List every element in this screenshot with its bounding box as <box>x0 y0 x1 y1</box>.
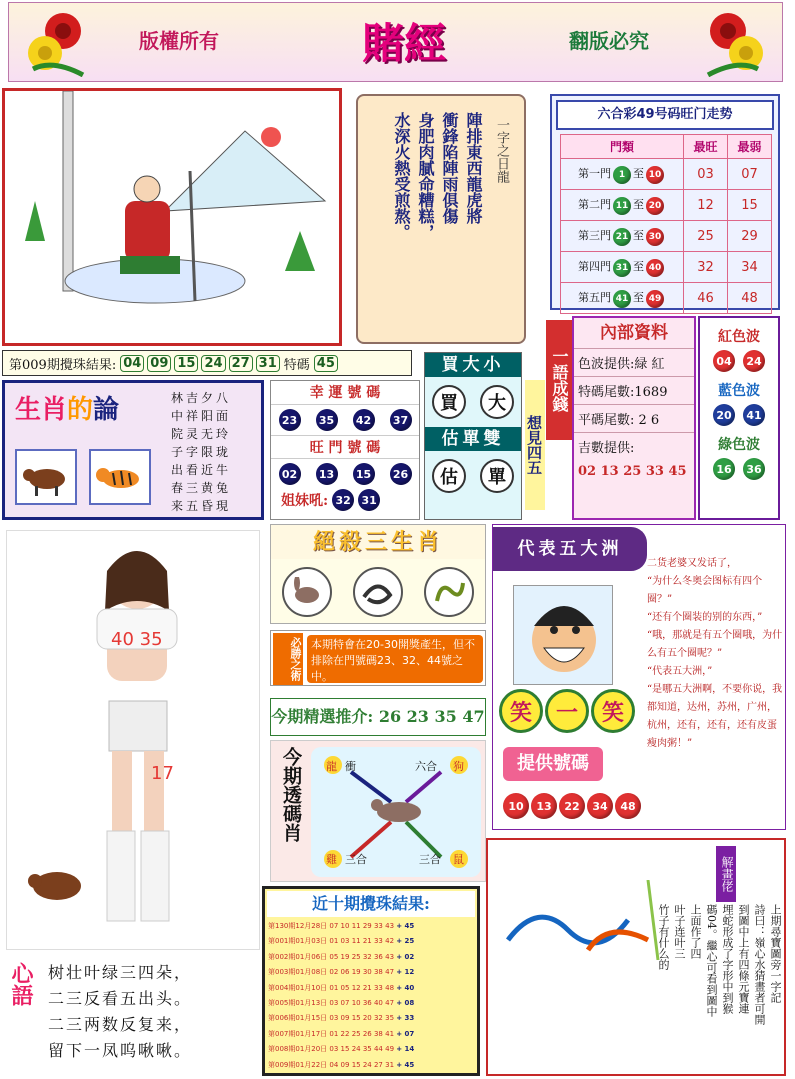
riddle-column: 碼04。繼心可看到圖中 <box>705 904 718 1017</box>
recent-period: 第003期01月08日 <box>268 968 330 977</box>
recent-row <box>268 965 474 980</box>
ox-image <box>15 449 77 505</box>
recent-special: + 02 <box>396 952 415 961</box>
result-number: 27 <box>229 355 253 372</box>
recent-period: 第002期01月06日 <box>268 952 330 961</box>
zone-to: 至 <box>633 166 644 180</box>
recent-number: 25 <box>351 952 363 961</box>
zone-cold: 15 <box>728 190 772 221</box>
recent-row <box>268 996 474 1011</box>
zone-end-ball: 20 <box>646 197 664 215</box>
blue-ball: 41 <box>743 404 765 426</box>
poem-col-3: 身肥肉膩命糟糕， <box>416 112 435 240</box>
zone-to: 至 <box>633 228 644 242</box>
recent-number: 27 <box>373 1060 386 1069</box>
laugh-badge-2: 一 <box>545 689 589 733</box>
zodiac-title-a: 生肖 <box>15 395 68 425</box>
recent-results-panel <box>262 886 480 1076</box>
recent-number: 33 <box>373 937 386 946</box>
zone-row <box>561 252 772 283</box>
zone-table-title: 六合彩49号码旺门走势 <box>556 100 774 130</box>
provide-ball: 13 <box>531 793 557 819</box>
laugh-badge-3: 笑 <box>591 689 635 733</box>
recent-number: 15 <box>340 1045 352 1054</box>
recent-number: 01 <box>329 937 341 946</box>
hot-ball: 26 <box>390 463 412 485</box>
recent-period: 第009期01月22日 <box>268 1060 330 1069</box>
result-number: 09 <box>147 355 171 372</box>
hope-vertical: 想見四五 <box>525 380 545 510</box>
zodiac-panel <box>2 380 264 520</box>
rose-right-icon <box>698 9 768 77</box>
zone-cold: 48 <box>728 283 772 314</box>
recent-number: 33 <box>373 983 386 992</box>
zodiac-title <box>15 389 119 426</box>
kill-zodiac-panel <box>270 524 486 624</box>
recent-number: 38 <box>373 1029 386 1038</box>
riddle-column: 竹子有什么的 <box>657 904 670 970</box>
zone-label-cell <box>561 283 684 314</box>
recent-number: 36 <box>362 999 374 1008</box>
recent-number: 25 <box>351 1029 363 1038</box>
br2-label: 鼠 <box>453 853 464 866</box>
zone-to: 至 <box>633 259 644 273</box>
model-photo <box>6 530 260 950</box>
story-paragraph: “是哪五大洲啊，不要你说，我都知道，达州，苏州，广州，杭州，还有，还有，还有皮蛋瘦肉粥！” <box>647 684 783 749</box>
result-number: 31 <box>256 355 280 372</box>
recent-number: 11 <box>351 937 363 946</box>
recent-row <box>268 1027 474 1042</box>
recent-number: 05 <box>340 983 352 992</box>
recent-period: 第007期01月17日 <box>268 1029 330 1038</box>
recent-number: 20 <box>362 1014 374 1023</box>
zodiac-grid-line: 春三黄兔 <box>171 481 232 495</box>
recent-number: 42 <box>385 937 397 946</box>
zodiac-grid-line: 出看近牛 <box>171 463 232 477</box>
inner-line-1: 色波提供:緑 紅 <box>574 348 694 376</box>
zone-hot: 12 <box>684 190 728 221</box>
recent-number: 03 <box>329 1014 341 1023</box>
provide-numbers-balls <box>503 793 641 819</box>
green-ball: 36 <box>743 458 765 480</box>
hot-title: 旺 門 號 碼 <box>271 435 419 459</box>
riddle-column: 到圖中上有四條元寶連 <box>737 904 750 1014</box>
blue-ball: 20 <box>713 404 735 426</box>
zone-row <box>561 221 772 252</box>
inner-line-5: 02 13 25 33 45 <box>578 464 687 479</box>
recent-period: 第008期01月20日 <box>268 1045 330 1054</box>
recent-number: 01 <box>329 983 341 992</box>
recent-number: 04 <box>329 1060 341 1069</box>
zone-start-ball: 11 <box>613 197 631 215</box>
lucky-title: 幸 運 號 碼 <box>271 381 419 405</box>
recent-row <box>268 1058 474 1073</box>
lucky-ball: 23 <box>279 409 301 431</box>
tl2-label: 衝 <box>345 760 356 773</box>
recent-number: 43 <box>385 922 397 930</box>
five-continents-panel <box>492 524 786 830</box>
win-label: 必勝之術 <box>273 633 303 685</box>
riddle-text <box>648 904 782 1074</box>
recent-number: 35 <box>362 1045 374 1054</box>
recent-row <box>268 981 474 996</box>
penetrate-label: 今期透碼肖 <box>280 747 302 842</box>
photo-number-1: 40 35 <box>111 629 163 650</box>
hot-ball: 13 <box>316 463 338 485</box>
big-char: 大 <box>480 385 514 419</box>
riddle-column: 埋蛇形成了字形中到猴 <box>721 904 734 1014</box>
zodiac-grid <box>171 389 261 515</box>
tr-label: 六合 <box>415 760 437 773</box>
recent-special: + 40 <box>396 983 415 992</box>
recent-row <box>268 950 474 965</box>
zodiac-grid-line: 中祥阳面 <box>171 409 232 423</box>
zone-table <box>560 134 772 314</box>
heart-line-1: 树壮叶绿三四朵， <box>48 963 193 982</box>
story-paragraph: “代表五大洲，” <box>647 666 713 677</box>
recent-title: 近十期攪珠結果: <box>267 891 475 917</box>
zone-cold: 07 <box>728 159 772 190</box>
recent-number: 48 <box>385 983 397 992</box>
dragon-icon <box>424 567 474 617</box>
riddle-label: 解畫佬 <box>716 846 736 902</box>
recent-number: 24 <box>351 1045 363 1054</box>
zone-label-cell <box>561 252 684 283</box>
col-header: 最旺 <box>684 135 728 159</box>
bl2-label: 三合 <box>345 853 367 866</box>
five-title: 代表五大洲 <box>493 527 647 571</box>
red-wave-balls <box>700 350 778 372</box>
win-tip-panel <box>270 630 486 686</box>
red-ball: 04 <box>713 350 735 372</box>
recent-number: 32 <box>373 1014 386 1023</box>
lucky-ball: 37 <box>390 409 412 431</box>
bl-label: 雞 <box>326 853 337 866</box>
zone-row <box>561 190 772 221</box>
recent-number: 07 <box>329 922 341 930</box>
recent-number: 09 <box>340 1014 352 1023</box>
sister-ball: 31 <box>358 489 380 511</box>
recent-row <box>268 1042 474 1057</box>
inner-line-2: 特碼尾數:1689 <box>574 376 694 404</box>
result-number: 04 <box>120 355 144 372</box>
inner-line-4: 吉數提供: <box>574 432 694 460</box>
recent-row <box>268 934 474 949</box>
zone-label: 第一門 <box>578 166 611 180</box>
lucky-ball: 42 <box>353 409 375 431</box>
recent-number: 49 <box>385 1045 397 1054</box>
recent-number: 02 <box>329 968 341 977</box>
provide-ball: 34 <box>587 793 613 819</box>
hot-ball: 02 <box>279 463 301 485</box>
recent-number: 47 <box>385 999 397 1008</box>
poem-scroll <box>356 94 526 344</box>
zodiac-title-c: 論 <box>93 395 120 425</box>
sister-ball: 32 <box>332 489 354 511</box>
recent-number: 09 <box>340 1060 352 1069</box>
photo-number-2: 17 <box>151 763 174 784</box>
recent-number: 36 <box>373 952 386 961</box>
inner-line-3: 平碼尾數: 2 6 <box>574 404 694 432</box>
zone-end-ball: 30 <box>646 228 664 246</box>
blue-wave-label: 藍色波 <box>718 383 760 399</box>
zone-hot: 03 <box>684 159 728 190</box>
result-number: 15 <box>174 355 198 372</box>
zone-cold: 29 <box>728 221 772 252</box>
story-paragraph: “为什么冬奥会图标有四个圈？” <box>647 576 763 605</box>
penetrate-panel <box>270 740 486 882</box>
green-wave-balls <box>700 458 778 480</box>
heart-label: 心語 <box>8 962 33 1006</box>
zone-hot: 32 <box>684 252 728 283</box>
recent-results-table <box>265 919 477 1073</box>
recent-number: 22 <box>340 1029 352 1038</box>
riddle-column: 叶子连叶三 <box>673 904 686 959</box>
story-paragraph: “哦，那就是有五个圈哦，为什么有五个圈呢？” <box>647 630 783 659</box>
odd-char: 單 <box>480 459 514 493</box>
recent-number: 03 <box>329 1045 341 1054</box>
lucky-ball: 35 <box>316 409 338 431</box>
recent-number: 21 <box>362 983 374 992</box>
recent-number: 31 <box>385 1060 397 1069</box>
zone-label: 第二門 <box>578 197 611 211</box>
recent-number: 29 <box>362 922 374 930</box>
slogan-vertical: 一語成錢 <box>546 320 572 440</box>
zone-start-ball: 31 <box>613 259 631 277</box>
zone-to: 至 <box>633 197 644 211</box>
zone-label: 第四門 <box>578 259 611 273</box>
col-header: 最弱 <box>728 135 772 159</box>
recent-number: 01 <box>329 1029 341 1038</box>
inner-title: 內部資料 <box>600 323 668 343</box>
blue-wave-balls <box>700 404 778 426</box>
scroll-side-text: 一字之日龍 <box>494 118 509 183</box>
heart-words-panel <box>6 952 260 1072</box>
recent-period: 第006期01月15日 <box>268 1014 330 1023</box>
recent-number: 43 <box>385 952 397 961</box>
recent-number: 32 <box>362 952 374 961</box>
tl-label: 龍 <box>326 760 337 773</box>
recent-row <box>268 919 474 934</box>
penetrate-diagram <box>311 747 481 877</box>
riddle-column: 上面作了四 <box>689 904 702 959</box>
recent-number: 15 <box>351 1060 363 1069</box>
zone-start-ball: 41 <box>613 290 631 308</box>
hot-ball: 15 <box>353 463 375 485</box>
green-wave-label: 綠色波 <box>718 437 760 453</box>
tiger-image <box>89 449 151 505</box>
special-number: 45 <box>314 355 338 372</box>
recent-row <box>268 1011 474 1026</box>
sister-label: 姐妹吼: <box>281 493 329 509</box>
draw-result-bar <box>2 350 412 376</box>
recent-period: 第130期12月28日 <box>268 922 330 930</box>
zone-hot: 46 <box>684 283 728 314</box>
zone-start-ball: 21 <box>613 228 631 246</box>
recent-number: 03 <box>329 999 341 1008</box>
hot-row <box>271 459 419 489</box>
recent-number: 24 <box>362 1060 374 1069</box>
recent-number: 11 <box>351 922 363 930</box>
provide-ball: 22 <box>559 793 585 819</box>
zodiac-title-b: 的 <box>67 395 94 425</box>
no-copy-text: 翻版必究 <box>569 29 649 53</box>
zone-start-ball: 1 <box>613 166 631 184</box>
zone-row <box>561 159 772 190</box>
zone-table-panel <box>550 94 780 310</box>
recent-special: + 45 <box>396 922 415 930</box>
lucky-row <box>271 405 419 435</box>
rose-left-icon <box>23 9 93 77</box>
laughing-face-image <box>513 585 613 685</box>
zone-label: 第五門 <box>578 290 611 304</box>
story-paragraph: 二货老婆又发话了， <box>647 558 737 569</box>
recent-period: 第001期01月03日 <box>268 937 330 946</box>
riddle-column: 上期尋寶圖旁一字記 <box>769 904 782 1003</box>
recent-special: + 45 <box>396 1060 415 1069</box>
rabbit-icon <box>282 567 332 617</box>
buy-char: 買 <box>432 385 466 419</box>
recent-special: + 14 <box>396 1045 415 1054</box>
sister-numbers <box>332 489 380 511</box>
recent-number: 03 <box>340 937 352 946</box>
odd-even-title: 估單雙 <box>425 427 521 451</box>
poem-col-2: 衝鋒陷陣雨俱傷 <box>440 112 459 224</box>
recent-number: 15 <box>351 1014 363 1023</box>
zone-end-ball: 10 <box>646 166 664 184</box>
recent-number: 21 <box>362 937 374 946</box>
zone-end-ball: 49 <box>646 290 664 308</box>
recent-special: + 08 <box>396 999 415 1008</box>
recent-special: + 25 <box>396 937 415 946</box>
win-text: 本期特會在20-30開獎產生，但不排除在門號碼23、32、44號之中。 <box>307 635 483 683</box>
heart-line-2: 二三反看五出头。 <box>48 989 193 1008</box>
zone-cold: 34 <box>728 252 772 283</box>
zone-end-ball: 40 <box>646 259 664 277</box>
recent-special: + 07 <box>396 1029 415 1038</box>
green-ball: 16 <box>713 458 735 480</box>
special-label: 特碼 <box>283 357 310 373</box>
inner-info-panel <box>572 316 696 520</box>
br-label: 三合 <box>419 853 441 866</box>
story-paragraph: “还有个圈装的别的东西，” <box>647 612 763 623</box>
recent-number: 07 <box>340 999 352 1008</box>
tr2-label: 狗 <box>453 760 464 773</box>
joke-story <box>647 555 785 753</box>
heart-line-4: 留下一凤呜啾啾。 <box>48 1041 193 1060</box>
recent-number: 19 <box>351 968 363 977</box>
recent-number: 44 <box>373 1045 386 1054</box>
zodiac-grid-line: 林吉夕八 <box>171 391 232 405</box>
zodiac-grid-line: 院灵无玲 <box>171 427 232 441</box>
recent-number: 47 <box>385 968 397 977</box>
red-ball: 24 <box>743 350 765 372</box>
zone-to: 至 <box>633 290 644 304</box>
lucky-numbers-panel <box>270 380 420 520</box>
recent-period: 第004期01月10日 <box>268 983 330 992</box>
zone-label-cell <box>561 221 684 252</box>
sister-row <box>271 489 419 511</box>
recent-number: 10 <box>351 999 363 1008</box>
riddle-panel <box>486 838 786 1076</box>
fisherman-illustration <box>2 88 342 346</box>
laugh-badge-1: 笑 <box>499 689 543 733</box>
recent-number: 41 <box>385 1029 397 1038</box>
guess-char: 估 <box>432 459 466 493</box>
recent-number: 06 <box>340 968 352 977</box>
zone-label: 第三門 <box>578 228 611 242</box>
provide-ball: 48 <box>615 793 641 819</box>
copyright-text: 版權所有 <box>139 29 219 53</box>
poem-col-1: 陣排東西龍虎將 <box>464 112 483 224</box>
picks-bar: 今期精選推介: 26 23 35 47 <box>270 698 486 736</box>
recent-number: 35 <box>385 1014 397 1023</box>
provide-numbers-label: 提供號碼 <box>503 747 603 781</box>
draw-result-numbers <box>120 355 280 372</box>
heart-line-3: 二三两数反复来， <box>48 1015 193 1034</box>
recent-number: 30 <box>362 968 374 977</box>
zone-label-cell <box>561 190 684 221</box>
recent-number: 19 <box>340 952 352 961</box>
recent-special: + 12 <box>396 968 415 977</box>
poem-col-4: 水深火熱受煎熬。 <box>392 112 411 240</box>
recent-period: 第005期01月13日 <box>268 999 330 1008</box>
recent-number: 26 <box>362 1029 374 1038</box>
recent-number: 40 <box>373 999 386 1008</box>
result-number: 24 <box>201 355 225 372</box>
zone-label-cell <box>561 159 684 190</box>
draw-result-label: 第009期攪珠結果: <box>9 357 117 373</box>
riddle-column: 詩曰：嶺心水猜畫者可開 <box>753 904 766 1025</box>
big-small-title: 買大小 <box>425 353 521 377</box>
recent-special: + 33 <box>396 1014 415 1023</box>
col-header: 門類 <box>561 135 684 159</box>
big-small-panel <box>424 352 522 520</box>
red-wave-label: 紅色波 <box>718 329 760 345</box>
recent-number: 33 <box>373 922 386 930</box>
zone-row <box>561 283 772 314</box>
recent-number: 38 <box>373 968 386 977</box>
zone-hot: 25 <box>684 221 728 252</box>
kill-title: 絕殺三生肖 <box>271 525 485 559</box>
recent-number: 10 <box>340 922 352 930</box>
zodiac-grid-line: 子字限珑 <box>171 445 232 459</box>
color-wave-panel <box>698 316 780 520</box>
zodiac-grid-line: 来五昏現 <box>171 499 232 513</box>
recent-number: 05 <box>329 952 341 961</box>
provide-ball: 10 <box>503 793 529 819</box>
snake-icon <box>353 567 403 617</box>
page-title: 賭經 <box>361 19 446 68</box>
recent-number: 12 <box>351 983 363 992</box>
header-banner <box>8 2 783 82</box>
